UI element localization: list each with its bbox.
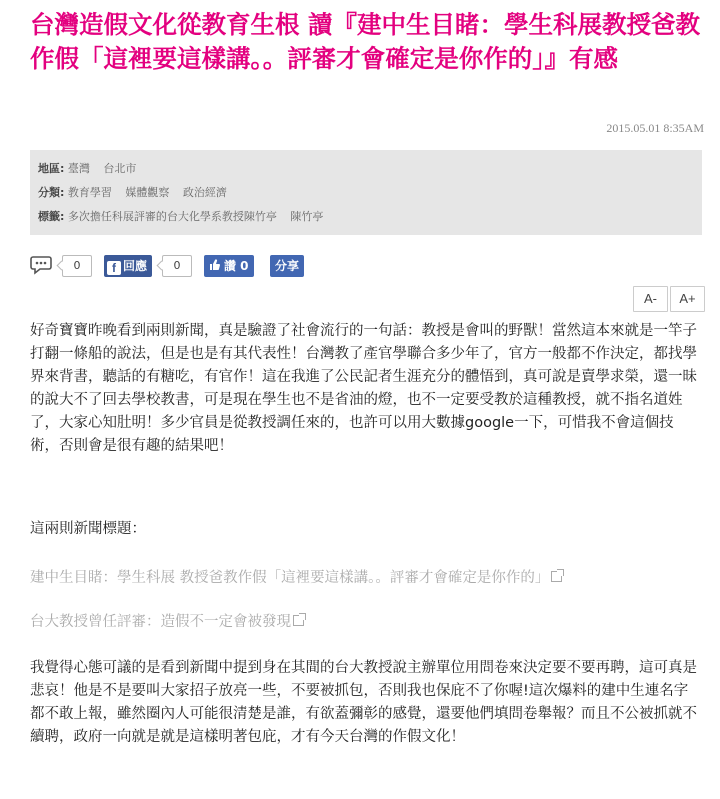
facebook-comment-label: 回應: [123, 259, 148, 273]
like-label: 讚 0: [224, 259, 249, 273]
comment-count: 0: [62, 255, 92, 277]
article-title: 台灣造假文化從教育生根 讀『建中生目睹：學生科展教授爸教作假「這裡要這樣講。。評審才會確定是你作的」』有感: [30, 10, 701, 73]
meta-tag-link[interactable]: 陳竹亭: [290, 210, 324, 223]
article-paragraph: 我覺得心態可議的是看到新聞中提到身在其間的台大教授說主辦單位用問卷來決定要不要再聘，這可真是悲哀！他是不是要叫大家招子放亮一些，不要被抓包，否則我也保庇不了你喔!這次爆料的建中生連名字都不敢上報，雖然圈內人可能很清楚是誰，有欲蓋彌彰的感覺，還要他們填問卷舉報？而且不公被抓就不續聘，政府一向就是就是這樣明著包庇，才有今天台灣的作假文化！: [30, 660, 697, 745]
external-link-icon: [293, 615, 304, 626]
meta-tags-row: [38, 205, 694, 229]
news-link-1[interactable]: [30, 567, 562, 590]
meta-region-link[interactable]: 台北市: [103, 162, 137, 175]
meta-region-row: [38, 157, 694, 181]
article-paragraph: 好奇寶寶昨晚看到兩則新聞，真是驗證了社會流行的一句話：教授是會叫的野獸！當然這本來就是一竿子打翻一條船的說法，但是也是有其代表性！台灣教了產官學聯合多少年了，官方一般都不作決定，都找學界來背書，聽話的有糖吃，有官作！這在我進了公民記者生涯充分的體悟到，真可說是賣學求榮，還一昧的說大不了回去學校教書，可是現在學生也不是省油的燈，也不一定要受教於這種教授，就不指名道姓了，大家心知肚明！多少官員是從教授調任來的，也許可以用大數據google一下，可惜我不會這個技術，否則會是很有趣的結果吧！: [30, 323, 697, 454]
comment-icon[interactable]: [30, 254, 56, 276]
font-decrease-button[interactable]: A-: [633, 286, 668, 312]
news-link-2[interactable]: [30, 611, 304, 634]
meta-category-link[interactable]: 媒體觀察: [125, 186, 170, 199]
news-link-1-text[interactable]: 建中生目睹：學生科展 教授爸教作假「這裡要這樣講。。評審才會確定是你作的」: [30, 570, 550, 586]
publish-date: 2015.05.01 8:35AM: [606, 121, 704, 135]
meta-region-label: 地區:: [38, 162, 65, 175]
facebook-icon: f: [107, 261, 121, 275]
meta-category-link[interactable]: 教育學習: [67, 186, 112, 199]
facebook-share-button[interactable]: 分享: [270, 255, 304, 277]
meta-tag-link[interactable]: 多次擔任科展評審的台大化學系教授陳竹亭: [67, 210, 277, 223]
facebook-comment-count: 0: [162, 255, 192, 277]
meta-category-link[interactable]: 政治經濟: [182, 186, 227, 199]
thumbs-up-icon: [209, 259, 221, 271]
meta-region-link[interactable]: 臺灣: [67, 162, 90, 175]
meta-category-row: [38, 181, 694, 205]
meta-tags-label: 標籤:: [38, 210, 65, 223]
facebook-comment-button[interactable]: [104, 255, 152, 277]
meta-category-label: 分類:: [38, 186, 65, 199]
font-increase-button[interactable]: A+: [670, 286, 705, 312]
news-link-2-text[interactable]: 台大教授曾任評審：造假不一定會被發現: [30, 614, 291, 630]
article-meta-box: [30, 150, 702, 235]
external-link-icon: [551, 571, 562, 582]
news-list-heading: 這兩則新聞標題：: [30, 521, 146, 537]
facebook-like-button[interactable]: [204, 255, 254, 277]
